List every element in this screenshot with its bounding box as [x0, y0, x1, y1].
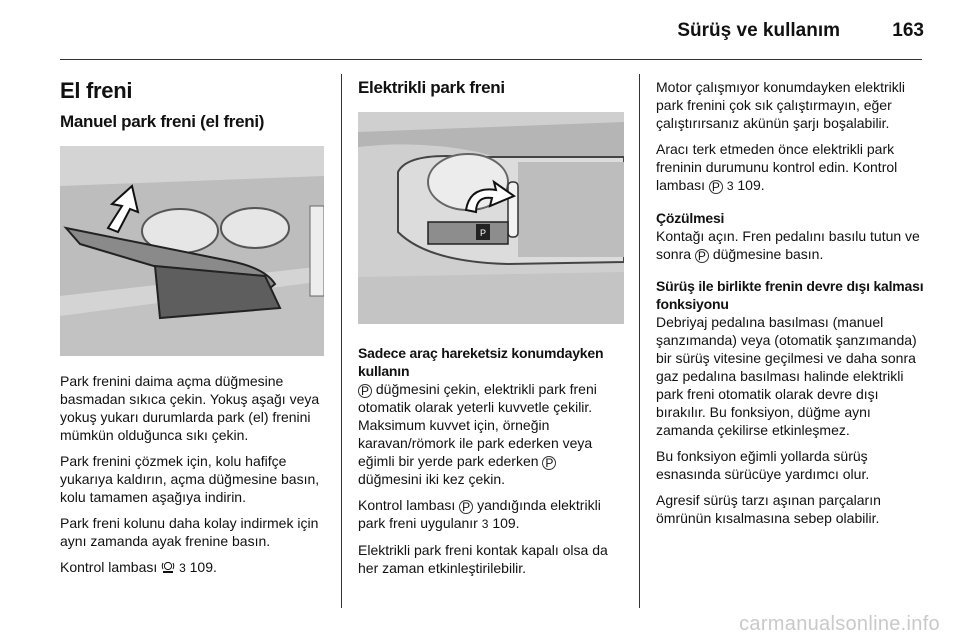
paragraph-battery-warning: Motor çalışmıyor konumdayken elektrikli park frenini çok sık çalıştırmayın, eğer çalıştırırsanız akünün şarjı boşalabilir.: [656, 79, 905, 131]
hand-brake-illustration: [60, 146, 324, 356]
electric-brake-lamp-icon: P: [459, 500, 473, 514]
paragraph-control-lamp: [60, 558, 324, 577]
paragraph-wear: Agresif sürüş tarzı aşınan parçaların ömrünün kısalmasına sebep olabilir.: [656, 492, 881, 526]
header-divider: [60, 59, 922, 60]
check-status-page-ref[interactable]: 109.: [737, 177, 765, 193]
paragraph-check-status: [656, 140, 924, 195]
paragraph-release: [656, 227, 924, 263]
svg-text:P: P: [479, 228, 487, 238]
paragraph-drive-away: Debriyaj pedalına basılması (manuel şanzımanda) veya (otomatik şanzımanda) bir sürüş vitesine geçilmesi ve daha sonra gaz pedalına basılması halinde elektrikli park freni otomatik olarak devre dışı bırakılır. Bu fonksiyon, düğme aynı zamanda çekilirse etkinleşmez.: [656, 314, 917, 438]
control-lamp-epb-text-b: yandığında elektrikli park freni uygulanır: [358, 497, 601, 531]
column-electric-brake: [358, 74, 624, 585]
watermark: carmanualsonline.info: [739, 613, 940, 635]
release-text-a: Kontağı açın. Fren pedalını basılu tutun ve sonra: [656, 228, 920, 262]
release-text-b: düğmesine basın.: [712, 246, 824, 262]
column-hand-brake: [60, 74, 324, 585]
pull-switch-text-a: düğmesini çekin, elektrikli park freni otomatik olarak yeterli kuvvetle çekilir. Maksimum kuvvet için, örneğin karavan/römork ile park ederken veya eğimli bir yerde park ederken: [358, 381, 597, 469]
control-lamp-label: Kontrol lambası: [60, 559, 158, 575]
paragraph-foot-brake: Park freni kolunu daha kolay indirmek için aynı zamanda ayak frenine basın.: [60, 515, 319, 549]
section-title-hand-brake: El freni: [60, 78, 133, 103]
section-title-electric-brake: Elektrikli park freni: [358, 78, 505, 97]
electric-brake-figure: [358, 112, 624, 324]
paragraph-release-brake: Park frenini çözmek için, kolu hafifçe yukarıya kaldırın, açma düğmesine basın, kolu tamamen aşağıya indirin.: [60, 453, 320, 505]
subsection-title-release: Çözülmesi: [656, 210, 725, 226]
check-status-text: Aracı terk etmeden önce elektrikli park freninin durumunu kontrol edin. Kontrol lambası: [656, 141, 898, 193]
paragraph-apply-brake: Park frenini daima açma düğmesine basmadan sıkıca çekin. Yokuş aşağı veya yokuş yukarı durumlarda park (el) frenini mümkün olduğunca sıkı çekin.: [60, 373, 320, 443]
subsection-title-stationary: Sadece araç hareketsiz konumdayken kullanın: [358, 345, 604, 379]
page-ref-icon: 3: [179, 561, 186, 575]
subsection-title-manual-brake: Manuel park freni (el freni): [60, 112, 265, 131]
pull-switch-text-b: düğmesini iki kez çekin.: [358, 471, 506, 487]
control-lamp-epb-text-a: Kontrol lambası: [358, 497, 456, 513]
page-ref-icon-2: 3: [481, 517, 489, 531]
hand-brake-figure: [60, 146, 324, 356]
electric-brake-illustration: [358, 112, 624, 324]
control-lamp-page-ref[interactable]: 109.: [189, 559, 217, 575]
subsection-title-drive-away: Sürüş ile birlikte frenin devre dışı kalması fonksiyonu: [656, 278, 924, 312]
paragraph-control-lamp-epb: [358, 496, 624, 533]
page-ref-icon-3: 3: [726, 179, 734, 193]
page-number: 163: [892, 20, 924, 41]
electric-brake-lamp-icon-2: P: [709, 180, 723, 194]
chapter-title: Sürüş ve kullanım: [677, 20, 840, 41]
electric-brake-switch-icon-3: P: [695, 249, 709, 263]
page-header: [0, 0, 960, 60]
column-divider-2: [639, 74, 640, 608]
paragraph-ignition-off: Elektrikli park freni kontak kapalı olsa da her zaman etkinleştirilebilir.: [358, 542, 608, 576]
control-lamp-epb-page-ref[interactable]: 109.: [492, 515, 520, 531]
column-divider-1: [341, 74, 342, 608]
paragraph-uphill: Bu fonksiyon eğimli yollarda sürüş esnasında sürücüye yardımcı olur.: [656, 448, 870, 482]
electric-brake-switch-icon: P: [358, 384, 372, 398]
column-epb-continued: [656, 78, 924, 535]
paragraph-pull-switch: [358, 380, 624, 488]
electric-brake-switch-icon-2: P: [542, 456, 556, 470]
brake-warning-icon: [161, 559, 179, 575]
